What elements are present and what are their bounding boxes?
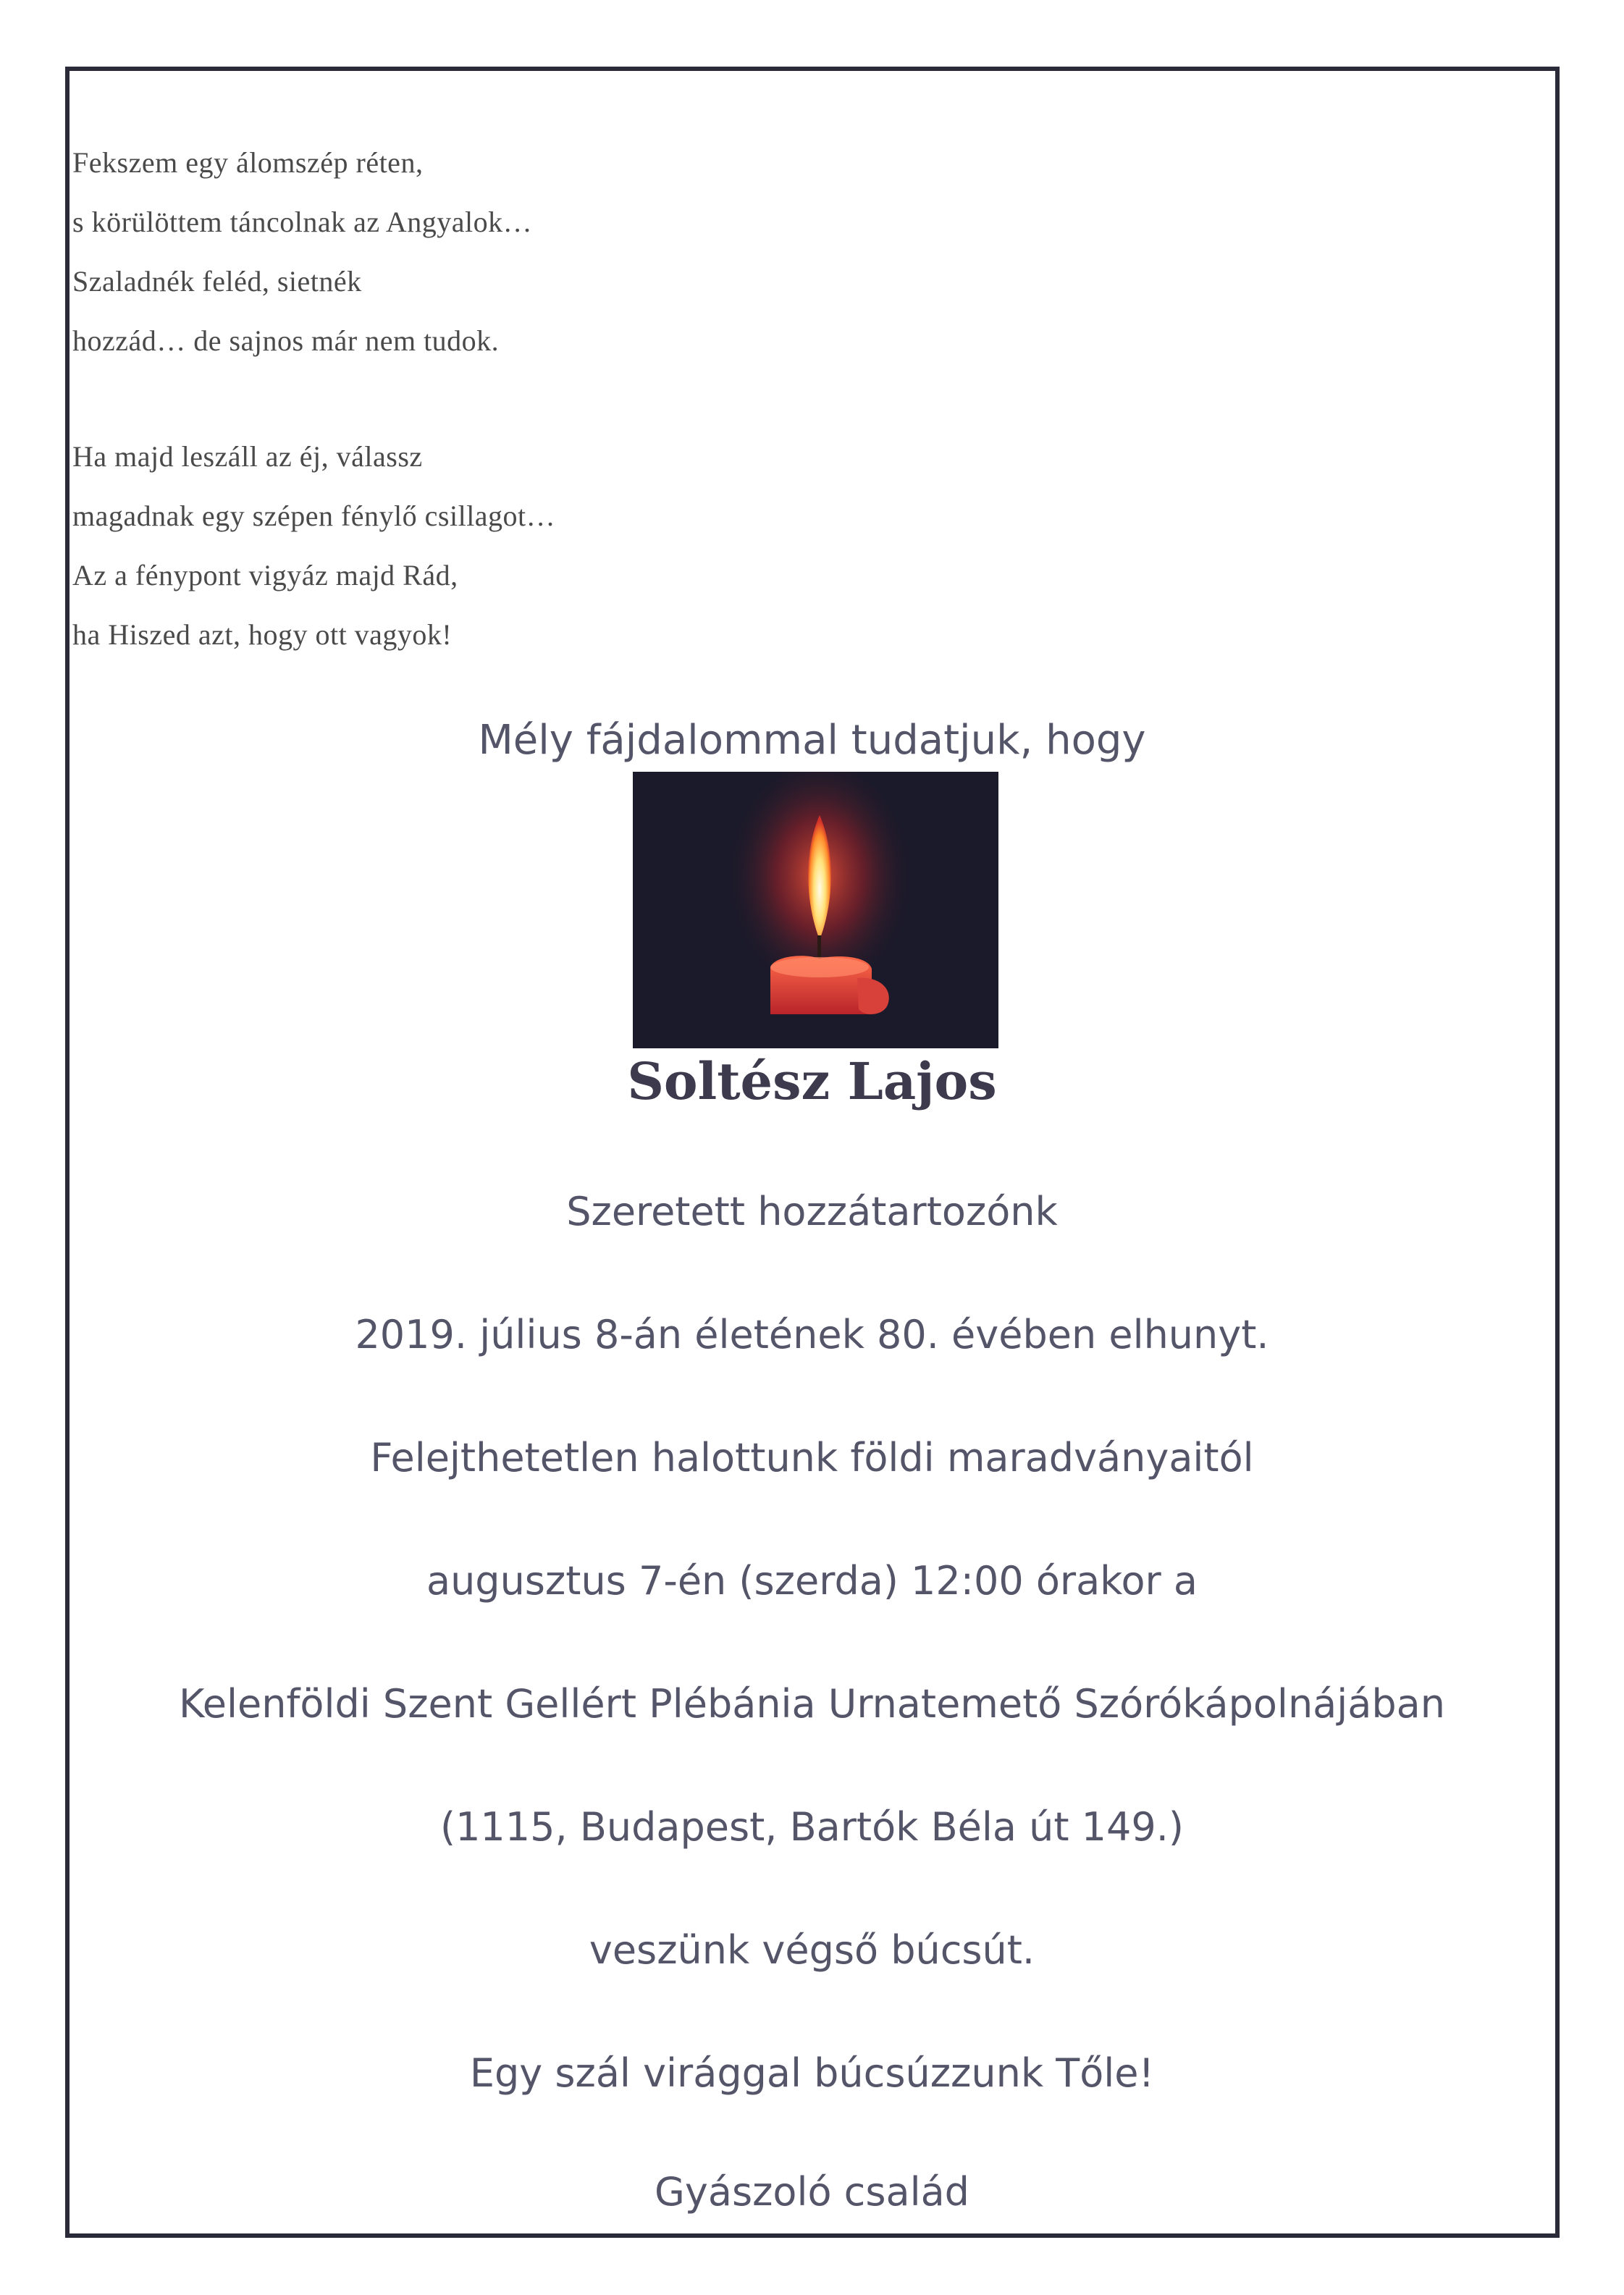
candle-image [633,772,998,1048]
ceremony-place: Kelenföldi Szent Gellért Plébánia Urnatemető Szórókápolnájában [179,1681,1445,1727]
poem-line: Az a fénypont vigyáz majd Rád, [72,559,458,591]
poem-line: hozzád… de sajnos már nem tudok. [72,324,500,357]
poem [72,133,869,721]
poem-line: Ha majd leszáll az éj, válassz [72,440,423,473]
farewell-text: veszünk végső búcsút. [589,1927,1035,1973]
notice-intro: Mély fájdalommal tudatjuk, hogy [478,717,1146,764]
poem-line: s körülöttem táncolnak az Angyalok… [72,206,533,238]
flower-text: Egy szál virággal búcsúzzunk Tőle! [469,2050,1155,2096]
poem-line: ha Hiszed azt, hogy ott vagyok! [72,618,453,651]
deceased-name: Soltész Lajos [627,1051,997,1111]
relation-text: Szeretett hozzátartozónk [566,1189,1058,1234]
poem-stanza-2 [72,427,869,665]
poem-line: Fekszem egy álomszép réten, [72,146,424,179]
ceremony-date: augusztus 7-én (szerda) 12:00 órakor a [426,1558,1198,1604]
remains-text: Felejthetetlen halottunk földi maradványaitól [370,1435,1254,1481]
poem-line: Szaladnék feléd, sietnék [72,265,362,298]
signature: Gyászoló család [655,2169,969,2215]
poem-line: magadnak egy szépen fénylő csillagot… [72,500,556,532]
candle-icon [633,772,998,1048]
death-text: 2019. július 8-án életének 80. évében elhunyt. [355,1312,1269,1357]
poem-stanza-1 [72,133,869,371]
ceremony-address: (1115, Budapest, Bartók Béla út 149.) [440,1804,1184,1850]
